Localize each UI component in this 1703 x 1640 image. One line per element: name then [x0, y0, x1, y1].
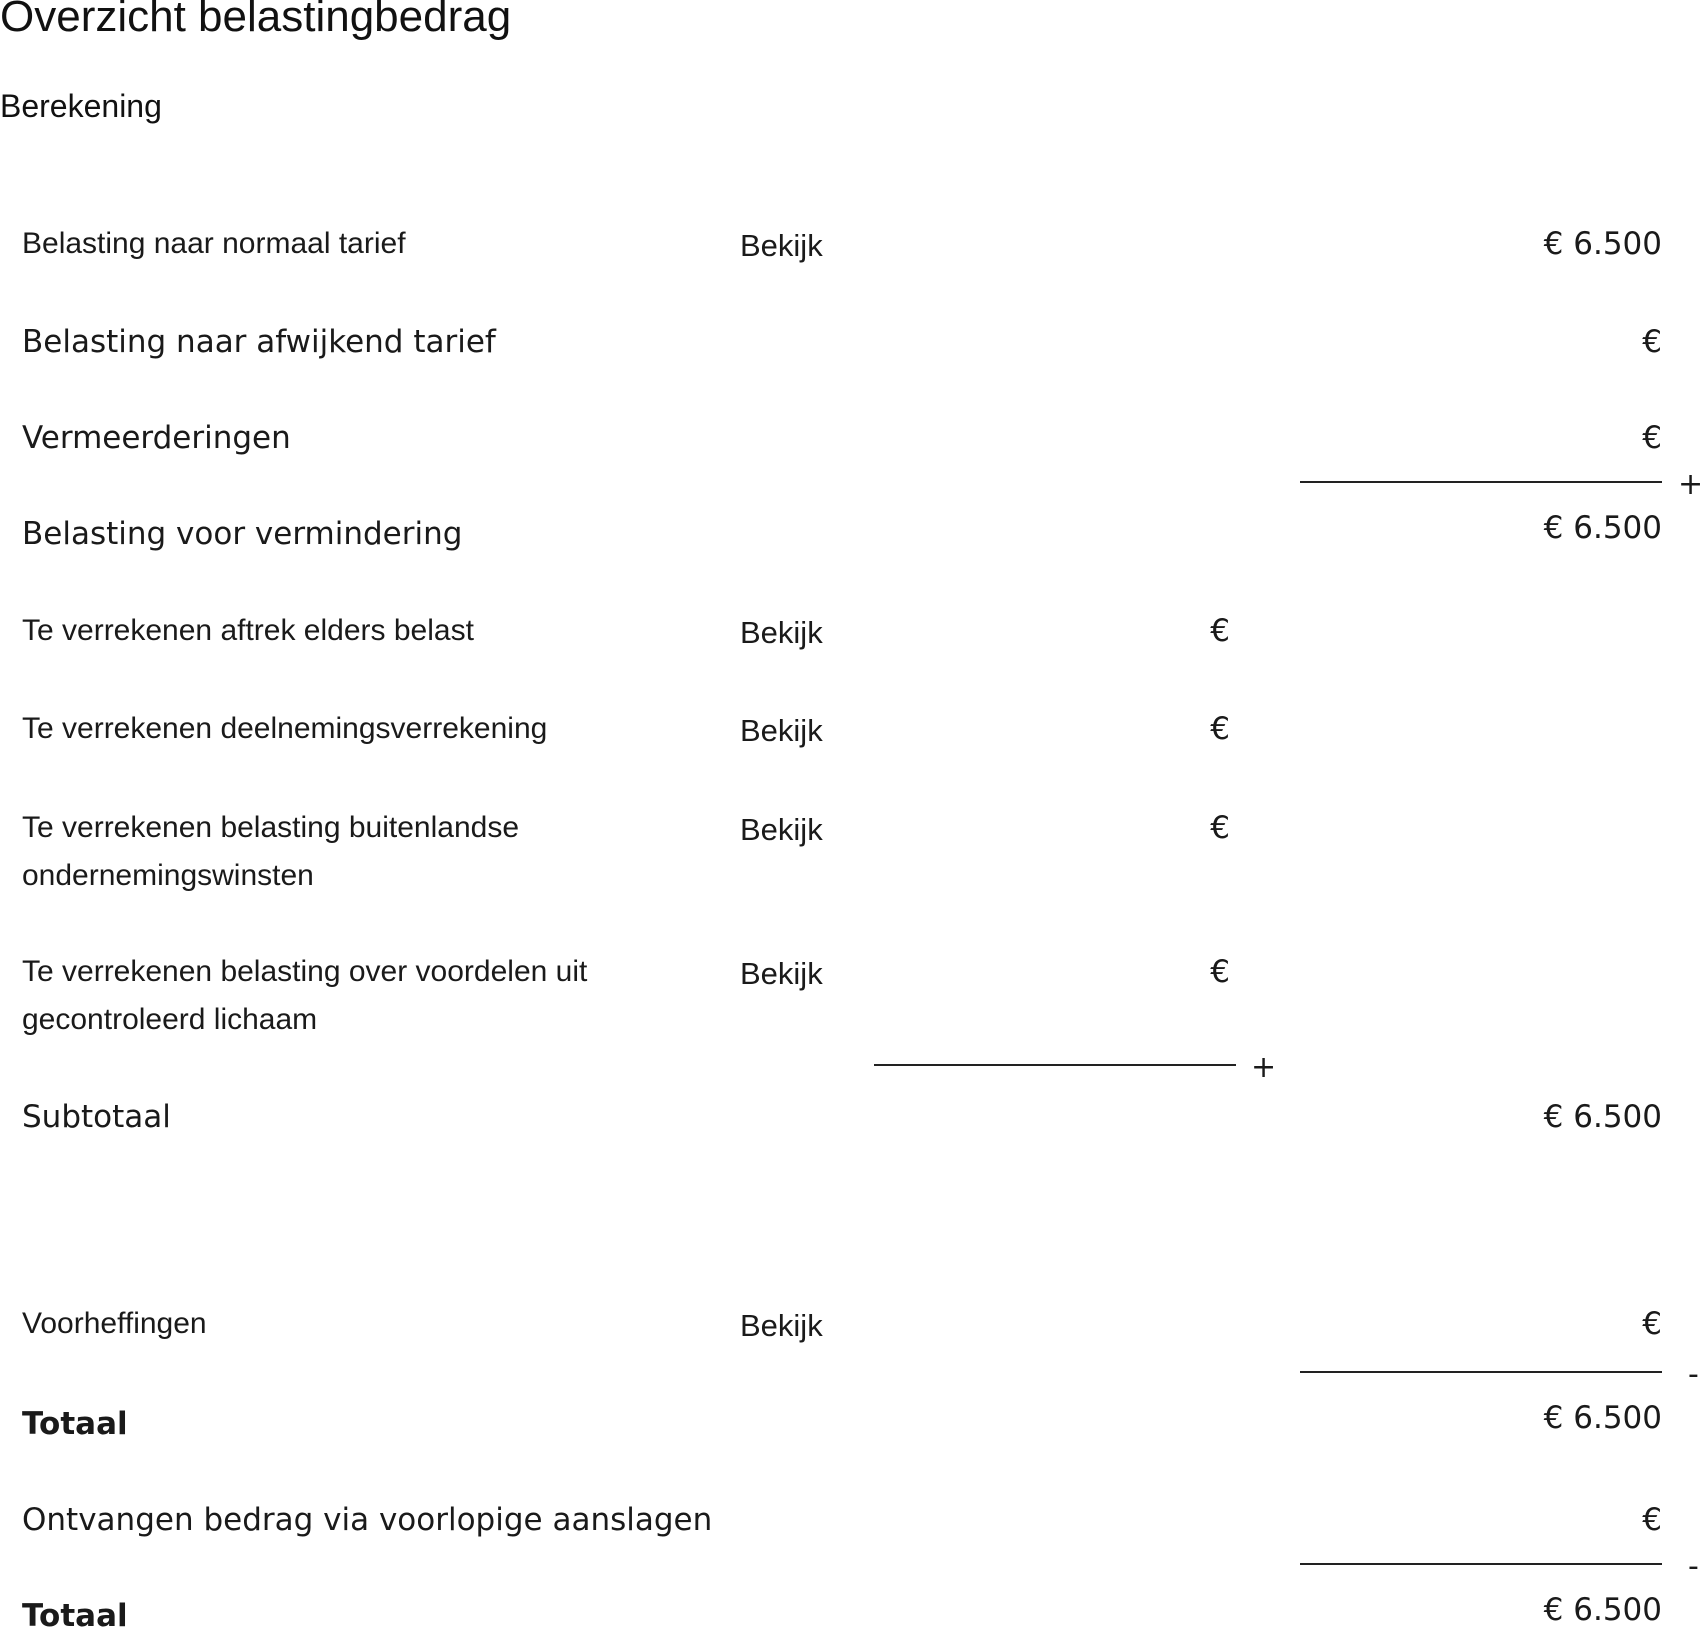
- label-belasting-normaal-tarief: Belasting naar normaal tarief: [22, 227, 406, 260]
- bekijk-link-buitenlandse-ondernemingswinsten[interactable]: Bekijk: [740, 812, 823, 847]
- label-gecontroleerd-lichaam-line1: Te verrekenen belasting over voordelen uit: [22, 955, 588, 988]
- amount-totaal-final: € 6.500: [1543, 1592, 1662, 1628]
- amount-subtotaal: € 6.500: [1543, 1099, 1662, 1135]
- label-totaal: Totaal: [22, 1406, 128, 1442]
- label-belasting-afwijkend-tarief: Belasting naar afwijkend tarief: [22, 324, 496, 360]
- amount-vermeerderingen: €: [1642, 420, 1662, 456]
- sum-line-3: [1300, 1371, 1662, 1373]
- sum-line-2: [874, 1064, 1236, 1066]
- minus-operator-2: -: [1688, 1549, 1699, 1584]
- amount-belasting-normaal-tarief: € 6.500: [1543, 226, 1662, 262]
- sum-line-4: [1300, 1563, 1662, 1565]
- amount-aftrek-elders-belast: €: [1210, 613, 1230, 649]
- amount-belasting-voor-vermindering: € 6.500: [1543, 510, 1662, 546]
- amount-buitenlandse-ondernemingswinsten: €: [1210, 810, 1230, 846]
- bekijk-link-gecontroleerd-lichaam[interactable]: Bekijk: [740, 956, 823, 991]
- label-deelnemingsverrekening: Te verrekenen deelnemingsverrekening: [22, 712, 548, 745]
- amount-totaal: € 6.500: [1543, 1400, 1662, 1436]
- amount-ontvangen-voorlopige-aanslagen: €: [1642, 1502, 1662, 1538]
- label-buitenlandse-ondernemingswinsten-line2: ondernemingswinsten: [22, 859, 314, 892]
- label-ontvangen-voorlopige-aanslagen: Ontvangen bedrag via voorlopige aanslagen: [22, 1502, 713, 1538]
- page-title: Overzicht belastingbedrag: [0, 0, 512, 41]
- sum-line-1: [1300, 481, 1662, 483]
- amount-deelnemingsverrekening: €: [1210, 711, 1230, 747]
- minus-operator-1: -: [1688, 1357, 1699, 1392]
- label-voorheffingen: Voorheffingen: [22, 1307, 207, 1340]
- bekijk-link-voorheffingen[interactable]: Bekijk: [740, 1308, 823, 1343]
- label-aftrek-elders-belast: Te verrekenen aftrek elders belast: [22, 614, 474, 647]
- plus-operator-1: +: [1678, 467, 1703, 502]
- label-gecontroleerd-lichaam-line2: gecontroleerd lichaam: [22, 1003, 318, 1036]
- plus-operator-2: +: [1251, 1050, 1277, 1085]
- bekijk-link-deelnemingsverrekening[interactable]: Bekijk: [740, 713, 823, 748]
- label-buitenlandse-ondernemingswinsten-line1: Te verrekenen belasting buitenlandse: [22, 811, 520, 844]
- amount-voorheffingen: €: [1642, 1306, 1662, 1342]
- bekijk-link-aftrek-elders-belast[interactable]: Bekijk: [740, 615, 823, 650]
- label-subtotaal: Subtotaal: [22, 1099, 171, 1135]
- amount-belasting-afwijkend-tarief: €: [1642, 324, 1662, 360]
- label-belasting-voor-vermindering: Belasting voor vermindering: [22, 516, 463, 552]
- label-totaal-final: Totaal: [22, 1598, 128, 1634]
- bekijk-link-normaal-tarief[interactable]: Bekijk: [740, 228, 823, 263]
- label-vermeerderingen: Vermeerderingen: [22, 420, 291, 456]
- amount-gecontroleerd-lichaam: €: [1210, 954, 1230, 990]
- section-title: Berekening: [0, 88, 162, 124]
